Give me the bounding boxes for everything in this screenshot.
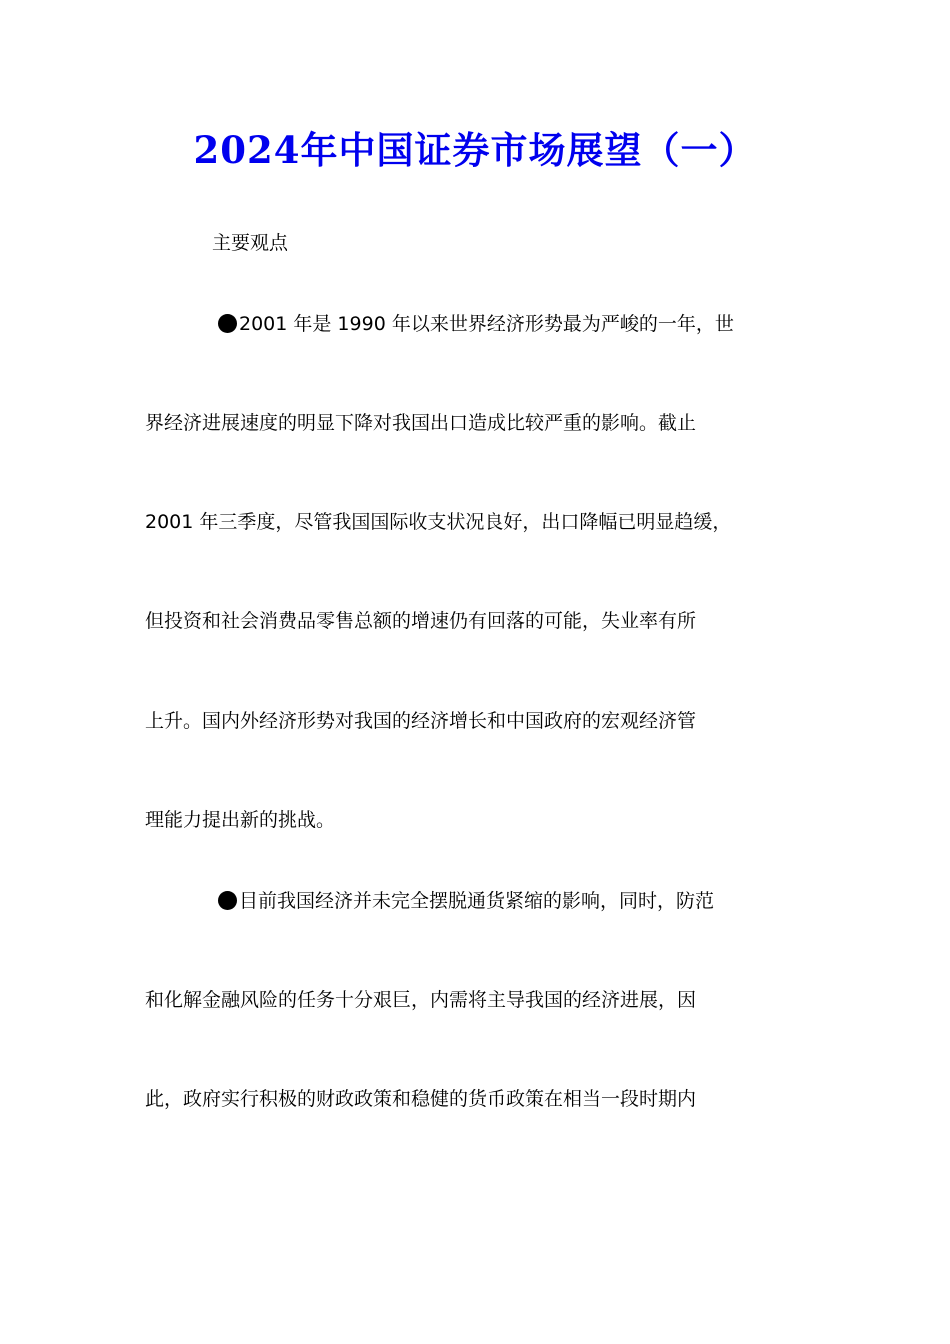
section-heading: 主要观点 [212,232,289,254]
paragraph-2-line-1-text: 目前我国经济并未完全摆脱通货紧缩的影响，同时，防范 [239,890,715,912]
paragraph-1-line-1-text: 2001 年是 1990 年以来世界经济形势最为严峻的一年，世 [239,313,734,335]
paragraph-2-line-3: 此，政府实行积极的财政政策和稳健的货币政策在相当一段时期内 [145,1088,697,1110]
paragraph-2-line-1 [218,888,714,914]
paragraph-1-line-2: 界经济进展速度的明显下降对我国出口造成比较严重的影响。截止 [145,412,697,434]
paragraph-1-line-5: 上升。国内外经济形势对我国的经济增长和中国政府的宏观经济管 [145,710,697,732]
paragraph-1-line-4: 但投资和社会消费品零售总额的增速仍有回落的可能，失业率有所 [145,610,697,632]
paragraph-1-line-3: 2001 年三季度，尽管我国国际收支状况良好，出口降幅已明显趋缓， [145,511,732,533]
paragraph-1-line-1 [218,311,734,337]
document-title: 2024年中国证券市场展望（一） [193,128,757,172]
paragraph-1-line-6: 理能力提出新的挑战。 [145,809,336,831]
bullet-icon [218,891,237,910]
bullet-icon [218,314,237,333]
paragraph-2-line-2: 和化解金融风险的任务十分艰巨，内需将主导我国的经济进展，因 [145,989,697,1011]
